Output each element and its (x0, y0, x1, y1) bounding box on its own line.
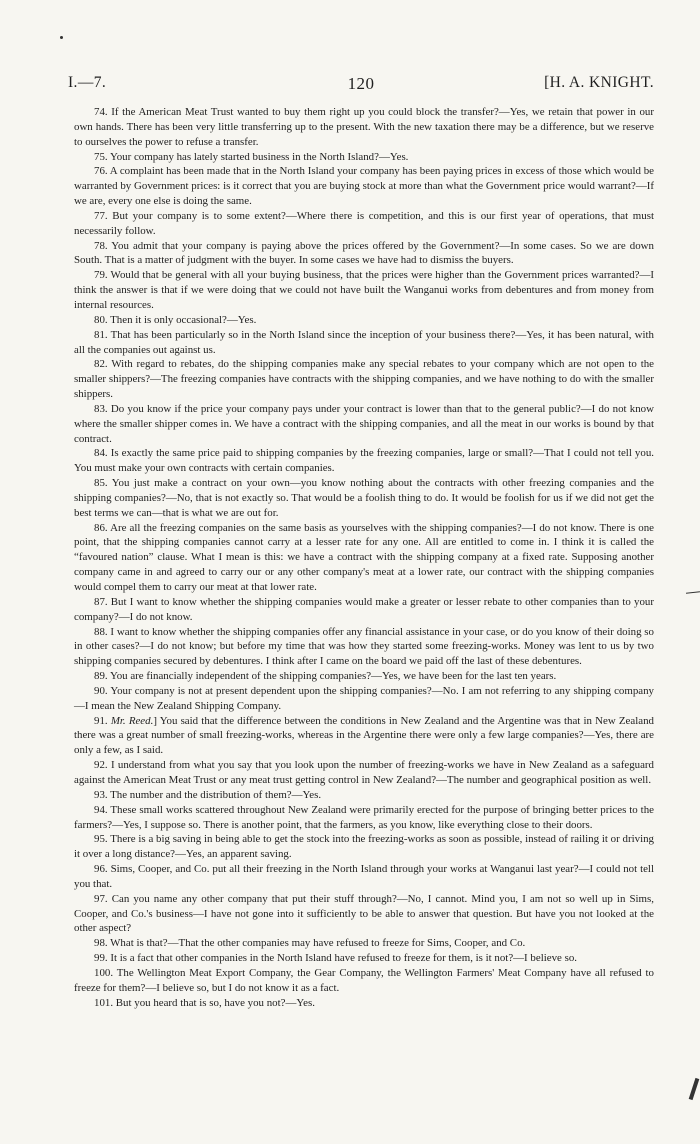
testimony-paragraph: 91. Mr. Reed.] You said that the difference between the conditions in New Zealand and the Argentine was that in New Zealand there was a great number of small freezing-works, whereas in the Argentine there were only a few large companies?—Yes, there are only a few, as I said. (74, 714, 654, 757)
question-number: 89. (94, 670, 108, 683)
question-number: 79. (94, 269, 108, 282)
testimony-paragraph (74, 268, 654, 313)
question-number: 83. (94, 402, 108, 415)
testimony-paragraph (74, 239, 654, 269)
question-number: 77. (94, 209, 108, 222)
testimony-paragraph (74, 209, 654, 239)
testimony-paragraph (74, 684, 654, 714)
corner-mark (689, 1078, 700, 1100)
margin-mark (686, 591, 700, 594)
testimony-paragraph (74, 951, 654, 966)
question-answer-text: Would that be general with all your buying business, that the prices were higher than the Government prices warranted?—I think the answer is that if we were doing that we could not have built the Wanganui works from debentures and from money from internal resources. (74, 269, 655, 311)
question-number: 74. (94, 106, 108, 118)
ink-dot (60, 36, 63, 39)
question-number: 86. (94, 521, 108, 534)
question-answer-text: What is that?—That the other companies may have refused to freeze for Sims, Cooper, and Co. (110, 937, 526, 950)
question-answer-text: But your company is to some extent?—Where there is competition, and this is our first year of operations, that must necessarily follow. (74, 209, 654, 237)
testimony-paragraph (74, 758, 654, 788)
question-number: 97. (94, 892, 108, 905)
testimony-paragraph (74, 313, 654, 328)
question-number: 80. (94, 313, 108, 326)
question-number: 96. (94, 863, 108, 876)
testimony-paragraph (74, 862, 654, 892)
question-answer-text: You said that the difference between the conditions in New Zealand and the Argentine was that in New Zealand there was a great number of small freezing-works, whereas in the Argentine there were only a few large companies?—Yes, there are only a few, as I said. (74, 714, 654, 757)
question-answer-text: Your company has lately started business in the North Island?—Yes. (109, 150, 409, 163)
question-number: 78. (94, 239, 108, 252)
testimony-paragraph (74, 446, 654, 476)
testimony-paragraph (74, 595, 654, 625)
paper-reference: I.—7. (68, 74, 107, 91)
testimony-paragraph (74, 476, 654, 521)
testimony-paragraph (74, 625, 654, 670)
question-answer-text: Your company is not at present dependent upon the shipping companies?—No. I am not referring to any shipping company—I mean the New Zealand Shipping Company. (74, 684, 654, 712)
testimony-paragraph (74, 328, 654, 358)
question-number: 82. (94, 358, 108, 371)
testimony-paragraph (74, 832, 654, 862)
testimony-paragraph (74, 788, 654, 803)
question-number: 75. (94, 150, 108, 163)
speaker-name: Mr. Reed. (110, 714, 154, 727)
testimony-paragraph (74, 105, 654, 150)
question-number: 93. (94, 788, 108, 801)
question-answer-text: Sims, Cooper, and Co. put all their freezing in the North Island through your works at Wanganui last year?—I could not tell you that. (74, 863, 654, 890)
question-answer-text: But I want to know whether the shipping companies would make a greater or lesser rebate to other companies than to your company?—I do not know. (74, 595, 654, 623)
question-answer-text: But you heard that is so, have you not?—Yes. (115, 996, 315, 1009)
question-answer-text: The number and the distribution of them?—Yes. (110, 788, 322, 801)
testimony-paragraph (74, 892, 654, 937)
question-answer-text: There is a big saving in being able to get the stock into the freezing-works as soon as possible, instead of railing it or driving it over a long distance?—Yes, an apparent saving. (74, 833, 654, 861)
question-answer-text: If the American Meat Trust wanted to buy them right up you could block the transfer?—Yes, we retain that power in our own hands. There has been very little transferring up to the present. With the new taxation there may be a difference, but we reserve to ourselves the power to refuse a transfer. (74, 106, 654, 148)
question-answer-text: Do you know if the price your company pays under your contract is lower than that to the general public?—I do not know where the smaller shipper comes in. We have a contract with the shipping companies, and all the meat in our works is bound by that contract. (74, 402, 654, 445)
question-number: 99. (94, 952, 108, 965)
testimony-paragraph (74, 357, 654, 402)
question-answer-text: Is exactly the same price paid to shipping companies by the freezing companies, large or small?—That I could not tell you. You must make your own contracts with certain companies. (74, 447, 654, 475)
question-number: 84. (94, 447, 108, 460)
question-number: 95. (94, 833, 108, 846)
question-number: 92. (94, 759, 108, 772)
question-answer-text: You are financially independent of the shipping companies?—Yes, we have been for the last ten years. (109, 670, 557, 683)
question-answer-text: You just make a contract on your own—you know nothing about the contracts with other freezing companies and the shipping companies?—No, that is not exactly so. That would be a foolish thing to do. It would be foolish for us if we did not get the best terms we can—that is what we are out for. (74, 477, 654, 519)
question-number: 100. (94, 966, 114, 979)
testimony-paragraph (74, 150, 654, 165)
question-answer-text: I want to know whether the shipping companies offer any financial assistance in your case, or do you know of their doing so in other cases?—I do not know; but before my time that was how they started some freezing-works. Money was lent to us by two shipping companies secured by debentures. I think after I came on the board we paid off the last of these debentures. (74, 625, 654, 668)
question-answer-text: These small works scattered throughout New Zealand were primarily erected for the purpose of bringing better prices to the farmers?—Yes, I suppose so. There is another point, that the farmers, as you know, like everything close to their doors. (74, 803, 654, 831)
testimony-paragraph (74, 936, 654, 951)
witness-name: [H. A. KNIGHT. (544, 74, 654, 91)
testimony-paragraph (74, 803, 654, 833)
question-answer-text: With regard to rebates, do the shipping companies make any special rebates to your company which are not open to the smaller shippers?—The freezing companies have contracts with the shipping companies, and we have nothing to do with the smaller shippers. (74, 358, 654, 401)
question-number: 94. (94, 803, 108, 816)
question-answer-text: A complaint has been made that in the North Island your company has been paying prices in excess of those which would be warranted by Government prices: is it correct that you are buying stock at more than what the Government price would warrant?—If we are, every one else is doing the same. (74, 165, 654, 208)
question-number: 87. (94, 595, 108, 608)
question-answer-text: The Wellington Meat Export Company, the Gear Company, the Wellington Farmers' Meat Company have all refused to freeze for them?—I believe so, but I do not know it as a fact. (74, 966, 654, 994)
question-number: 91. (94, 714, 108, 727)
page-number: 120 (347, 74, 375, 93)
question-number: 101. (94, 996, 114, 1009)
question-answer-text: You admit that your company is paying above the prices offered by the Government?—In some cases. So we are down South. That is a matter of judgment with the buyer. In some cases we have had to dismiss the buyers. (74, 239, 654, 267)
question-number: 90. (94, 684, 108, 697)
question-answer-text: It is a fact that other companies in the North Island have refused to freeze for them, is it not?—I believe so. (110, 952, 577, 965)
question-answer-text: Then it is only occasional?—Yes. (110, 313, 257, 326)
testimony-paragraph (74, 966, 654, 996)
question-answer-text: I understand from what you say that you look upon the number of freezing-works we have in New Zealand as a safeguard against the American Meat Trust or any meat trust getting control in New Zealand?—The number and geographical position as well. (74, 759, 654, 786)
testimony-paragraph (74, 164, 654, 209)
testimony-paragraph (74, 402, 654, 447)
testimony-paragraph (74, 669, 654, 684)
question-number: 98. (94, 937, 108, 950)
question-answer-text: Are all the freezing companies on the same basis as yourselves with the shipping companies?—I do not know. There is one point, that the shipping companies cannot carry at a lesser rate for any one. All are entitled to come in. I think it is called the “favoured nation” clause. What I mean is this: we have a contract with the shipping company at a fixed rate. Supposing another company came in and agreed to carry our or any other company's meat at a lower rate, our contract with the shipping companies would compel them to carry our meat at that lower rate. (74, 521, 655, 593)
testimony-paragraph (74, 996, 654, 1011)
question-answer-text: That has been particularly so in the North Island since the inception of your business there?—Yes, it has been natural, with all the companies out against us. (74, 328, 655, 356)
question-number: 85. (94, 477, 108, 490)
testimony-paragraph (74, 521, 654, 595)
question-answer-text: Can you name any other company that put their stuff through?—No, I cannot. Mind you, I am not so well up in Sims, Cooper, and Co.'s business—I have not gone into it sufficiently to be able to answer that question. But have you not looked at the other aspect? (74, 892, 654, 935)
question-number: 88. (94, 625, 108, 638)
page-header (68, 74, 654, 96)
question-number: 81. (94, 328, 108, 341)
testimony-body (74, 105, 654, 1010)
question-number: 76. (94, 165, 108, 178)
